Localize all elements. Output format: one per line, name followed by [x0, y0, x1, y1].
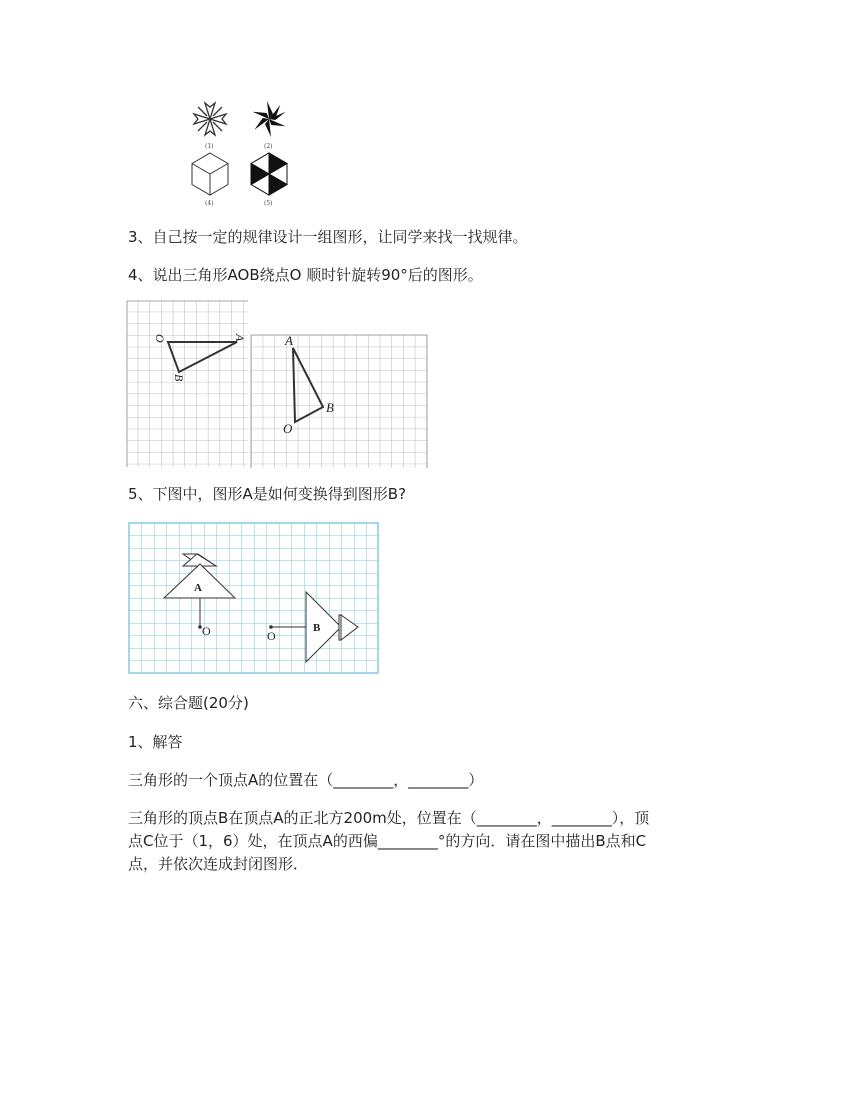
- pattern-1-icon: [194, 103, 226, 135]
- pattern-2-caption: (2): [264, 143, 273, 150]
- pattern-5-caption: (5): [264, 200, 273, 207]
- right-label-b: B: [326, 400, 334, 415]
- left-label-b: B: [172, 374, 186, 382]
- point-o-top: O: [202, 624, 211, 638]
- pattern-figure: [185, 98, 300, 210]
- pattern-5-icon: [251, 153, 287, 195]
- right-grid: [251, 335, 427, 468]
- shape-b-label: B: [313, 622, 321, 634]
- pattern-1-caption: (1): [205, 143, 214, 150]
- right-label-a: A: [285, 333, 293, 348]
- question-4: 4、说出三角形AOB绕点O 顺时针旋转90°后的图形。: [128, 266, 483, 284]
- transform-figure: [127, 521, 379, 675]
- section-6-line-2a: 三角形的顶点B在顶点A的正北方200m处，位置在（________，________），顶: [128, 809, 650, 827]
- section-6-question-1: 1、解答: [128, 733, 183, 751]
- rotation-figure: [126, 300, 428, 468]
- left-label-a: A: [233, 334, 247, 342]
- section-6-title: 六、综合题(20分): [128, 694, 249, 712]
- right-label-o: O: [283, 421, 293, 436]
- shape-a-label: A: [194, 582, 202, 594]
- left-label-o: O: [153, 334, 167, 343]
- left-grid: [127, 301, 248, 467]
- question-5: 5、下图中，图形A是如何变换得到图形B?: [128, 485, 407, 503]
- pattern-4-icon: [192, 153, 228, 195]
- pattern-4-caption: (4): [205, 200, 214, 207]
- pattern-2-icon: [251, 101, 286, 137]
- section-6-line-2c: 点，并依次连成封闭图形．: [128, 855, 309, 873]
- point-o-bottom: O: [267, 629, 276, 643]
- section-6-line-2b: 点C位于（1，6）处，在顶点A的西偏________°的方向．请在图中描出B点和C: [128, 832, 647, 850]
- question-3: 3、自己按一定的规律设计一组图形，让同学来找一找规律。: [128, 228, 528, 246]
- section-6-line-1: 三角形的一个顶点A的位置在（________，________）: [128, 771, 484, 789]
